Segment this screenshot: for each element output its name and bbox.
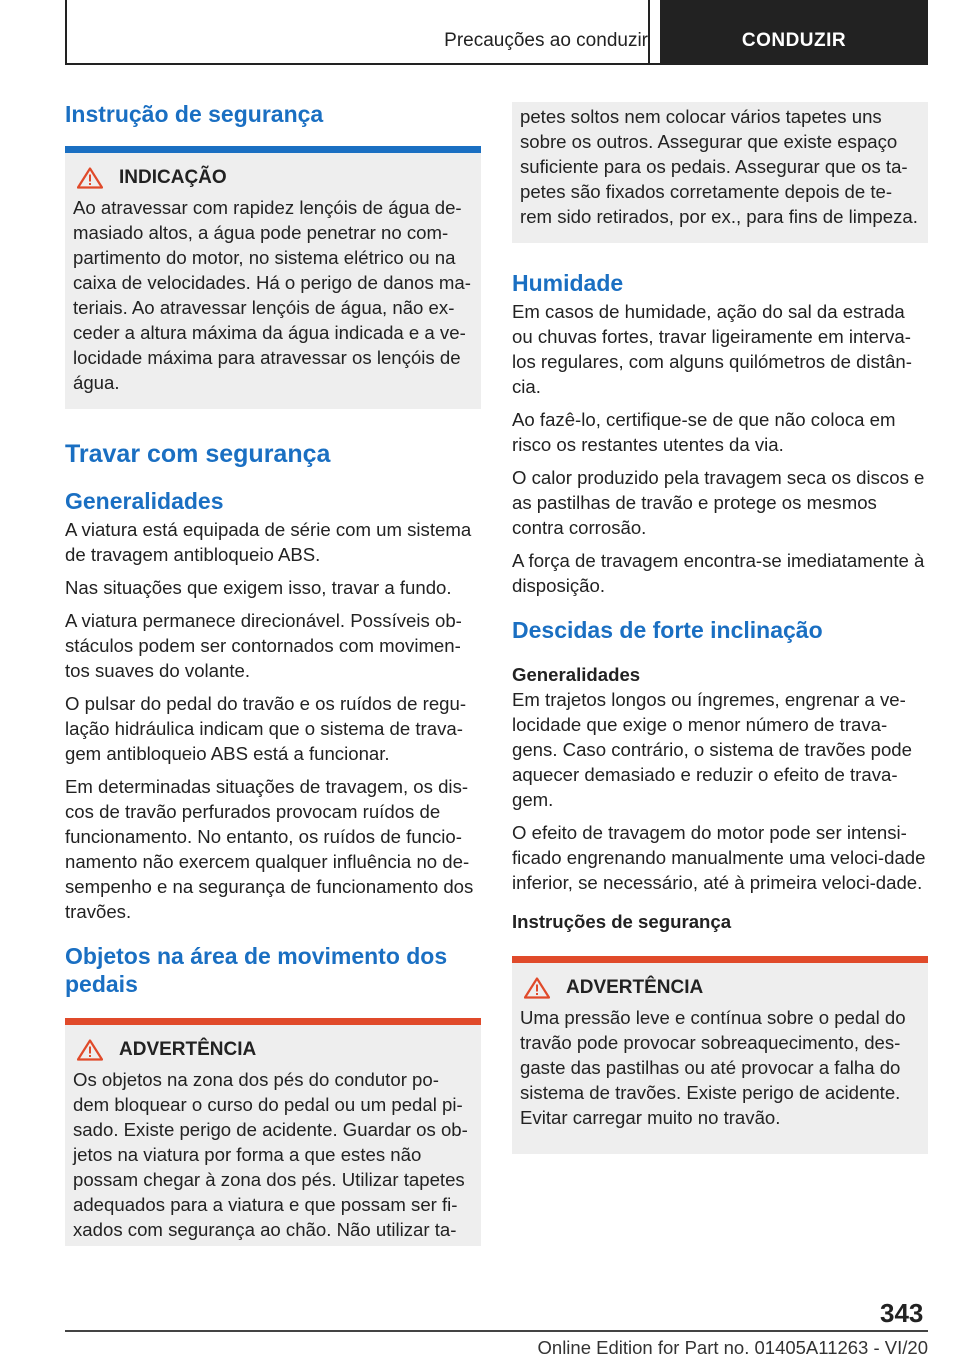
warning-box-overheating [512, 956, 928, 1154]
paragraph-abs: A viatura está equipada de série com um sistema de travagem antibloqueio ABS. [65, 519, 472, 565]
warning-text-continued: petes soltos nem colocar vários tapetes uns sobre os outros. Assegurar que existe espaço suficiente para os pedais. Assegurar que os ta-petes são fixados corretamente depois de te-rem sido retirados, por ex., para fins de limpeza. [520, 106, 918, 227]
page-number: 343 [880, 1298, 924, 1328]
paragraph-engine-brake: O efeito de travagem do motor pode ser intensi-ficado engrenando manualmente uma veloci-dade inferior, se necessário, até à primeira veloci-dade. [512, 822, 926, 893]
heading-humidity: Humidade [512, 270, 624, 296]
header-chapter-tab: CONDUZIR [660, 0, 928, 65]
heading-objects-pedals: Objetos na área de movimento dos pedais [65, 943, 448, 997]
warning-triangle-icon [77, 167, 103, 189]
notice-box [65, 146, 481, 409]
paragraph-disc-noise: Em determinadas situações de travagem, os dis-cos de travão perfurados provocam ruídos de funcionamento. No entanto, os ruídos de funcio-namento não exercem qualquer influência no de-sempenho e na segurança de funcionamento dos travões. [65, 776, 474, 922]
paragraph-brake-hard: Nas situações que exigem isso, travar a fundo. [65, 577, 452, 598]
warning-triangle-icon [524, 977, 550, 999]
footer-rule [65, 1330, 928, 1332]
heading-general-descent: Generalidades [512, 664, 641, 685]
heading-safety-instructions: Instruções de segurança [512, 911, 732, 932]
warning-title [73, 1037, 473, 1063]
paragraph-heat-dries: O calor produzido pela travagem seca os discos e as pastilhas de travão e protege os mesmos contra corrosão. [512, 467, 925, 538]
warning-text-overheating: Uma pressão leve e contínua sobre o pedal do travão pode provocar sobreaquecimento, des-gaste das pastilhas ou até provocar a falha do sistema de travões. Existe perigo de acidente. Evitar carregar muito no travão. [520, 1007, 906, 1128]
paragraph-other-users: Ao fazê-lo, certifique-se de que não coloca em risco os restantes utentes da via. [512, 409, 896, 455]
heading-general-brake: Generalidades [65, 488, 224, 514]
paragraph-pedal-pulse: O pulsar do pedal do travão e os ruídos de regu-lação hidráulica indicam que o sistema de trava-gem antibloqueio ABS está a funcionar. [65, 693, 467, 764]
paragraph-long-routes: Em trajetos longos ou íngremes, engrenar a ve-locidade que exige o menor número de trava-gens. Caso contrário, o sistema de travões pode aquecer demasiado e reduzir o efeito de trava-gem. [512, 689, 912, 810]
header-divider [648, 0, 650, 65]
header-section-title: Precauções ao conduzir [444, 30, 648, 51]
heading-steep-descents: Descidas de forte inclinação [512, 617, 823, 643]
warning-triangle-icon [77, 1039, 103, 1061]
heading-safety-instruction: Instrução de segurança [65, 101, 324, 127]
notice-text: Ao atravessar com rapidez lençóis de água de-masiado altos, a água pode penetrar no com-partimento do motor, no sistema elétrico ou na caixa de velocidades. Há o perigo de danos ma-teriais. Ao atravessar lençóis de água, não ex-ceder a altura máxima da água indicada e a ve-locidade máxima para atravessar os lençóis de água. [73, 197, 471, 393]
left-column [65, 100, 481, 1246]
warning-title-text: ADVERTÊNCIA [119, 1039, 257, 1060]
right-column [512, 102, 928, 1154]
warning-title [520, 975, 920, 1001]
paragraph-humidity: Em casos de humidade, ação do sal da estrada ou chuvas fortes, travar ligeiramente em interva-los regulares, com alguns quilómetros de distân-cia. [512, 301, 912, 397]
notice-title-text: INDICAÇÃO [119, 167, 227, 188]
header-left-rule [65, 0, 67, 65]
paragraph-brake-force: A força de travagem encontra-se imediatamente à disposição. [512, 550, 925, 596]
warning-box-pedals [65, 1018, 481, 1246]
warning-title-text: ADVERTÊNCIA [566, 977, 704, 998]
paragraph-steerable: A viatura permanece direcionável. Possíveis ob-stáculos podem ser contornados com movimen-tos suaves do volante. [65, 610, 462, 681]
footer-edition: Online Edition for Part no. 01405A11263 - VI/20 [537, 1337, 928, 1358]
warning-box-continued [512, 102, 928, 243]
notice-title [73, 165, 473, 191]
warning-text-pedals: Os objetos na zona dos pés do condutor po-dem bloquear o curso do pedal ou um pedal pi-sado. Existe perigo de acidente. Guardar os ob-jetos na viatura por forma a que estes não possam chegar à zona dos pés. Utilizar tapetes adequados para a viatura e que possam ser fi-xados com segurança ao chão. Não utilizar ta- [73, 1069, 468, 1240]
heading-brake-safely: Travar com segurança [65, 440, 331, 468]
